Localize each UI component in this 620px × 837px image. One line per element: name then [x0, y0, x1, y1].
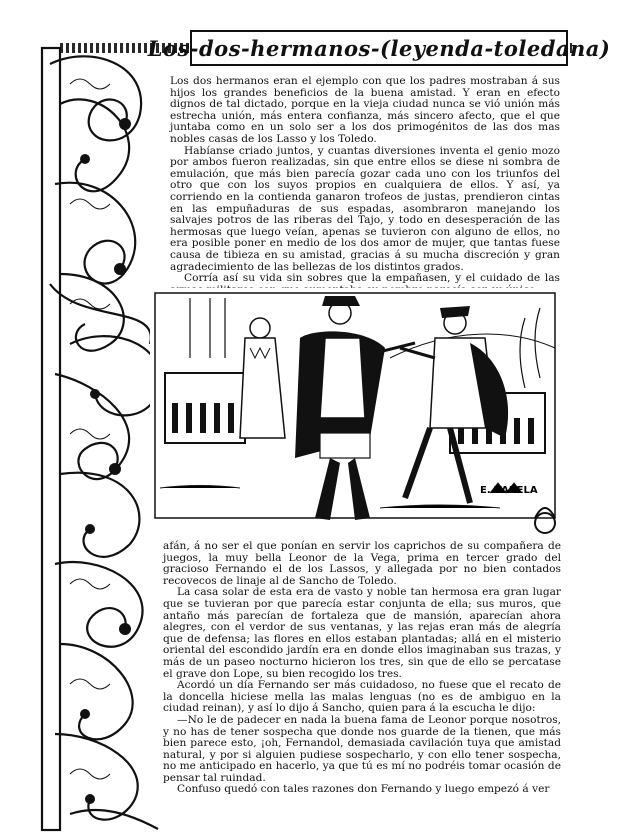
paragraph: —No le de padecer en nada la buena fama de Leonor porque nosotros, y no has de tener sospecha que donde nos guarde de la tienen, que más bien parece esto, ¡oh, Fernandol, demasiada cavilación tuya que amistad natural, y por si alguien pudiese sospecharlo, y con ello tener sospecha, no me anticipado en hacerlo, ya que tú es mí no podréis tomar ocasión de pensar tal ruindad.	[163, 713, 561, 784]
paragraph: Los dos hermanos eran el ejemplo con que los padres mostraban á sus hijos los grandes beneficios de la buena amistad. Y eran en efecto dignos de tal dictado, porque en la vieja ciudad nunca se vió unión más estrecha unión, más entera confianza, más sincero afecto, que el que juntaba como en un solo ser a los dos primogénitos de las dos mas nobles casas de los Lasso y los Toledo.	[170, 75, 560, 145]
upper-text-column	[170, 75, 560, 285]
paragraph: Habíanse criado juntos, y cuantas diversiones inventa el genio mozo por ambos fueron realizadas, sin que entre ellos se diese ni sombra de emulación, que más bien parecía gozar cada uno con los triunfos del otro que con los suyos propios en cualquiera de ellos. Y así, ya corriendo en la contienda ganaron trofeos de justas, prendieron cintas en las empuñaduras de sus espadas, asombraron manejando los salvajes potros de las riberas del Tajo, y todo en desesperación de las hermosas que luego veían, apenas se tuvieron con alguno de ellos, no era posible poner en medio de los dos amor de mujer, que tantas fuese causa de tibieza en su amistad, gracias á su mucha discreción y gran agradecimiento de las bellezas de los distintos grados.	[170, 144, 560, 273]
title-box	[147, 30, 611, 66]
paragraph: Confuso quedó con tales razones don Fernando y luego empezó á ver	[177, 783, 550, 796]
lower-text-column	[163, 541, 561, 821]
artist-signature: E. VARELA	[480, 485, 538, 496]
paragraph: afán, á no ser el que ponían en servir los caprichos de su compañera de juegos, la muy bella Leonor de la Vega, prima en tercer grado del gracioso Fernando el de los Lassos, y allegada por no bien contados recovecos de linaje al de Sancho de Toledo.	[163, 540, 561, 587]
paragraph: Acordó un día Fernando ser más cuidadoso, no fuese que el recato de la doncella hiciese mella las malas lenguas (no es de ambiguo en la ciudad reinan), y así lo dijo á Sancho, quien para á la escucha le dijo:	[163, 679, 561, 715]
paragraph: La casa solar de esta era de vasto y noble tan hermosa era gran lugar que se tuvieran por que parecía estar conjunta de ella; sus muros, que antaño más parecían de fortaleza que de mansión, aparecían ahora alegres, con el verdor de sus ventanas, y las rejas eran más de alegría que de defensa; las flores en ellos estaban plantadas; allá en el misterio oriental del escondido jardín era en donde ellos imaginaban sus trazas, y más de un paseo nocturno hicieron los tres, sin que de ello se percatase el grave don Lope, su bien recogido los tres.	[163, 586, 561, 680]
illustration-scene	[150, 288, 560, 538]
page-title: Los-dos-hermanos-(leyenda-toledana)	[147, 35, 611, 61]
ornamental-border	[40, 44, 168, 834]
paragraph: Corría así su vida sin sobres que la empañasen, y el cuidado de las	[184, 272, 560, 285]
